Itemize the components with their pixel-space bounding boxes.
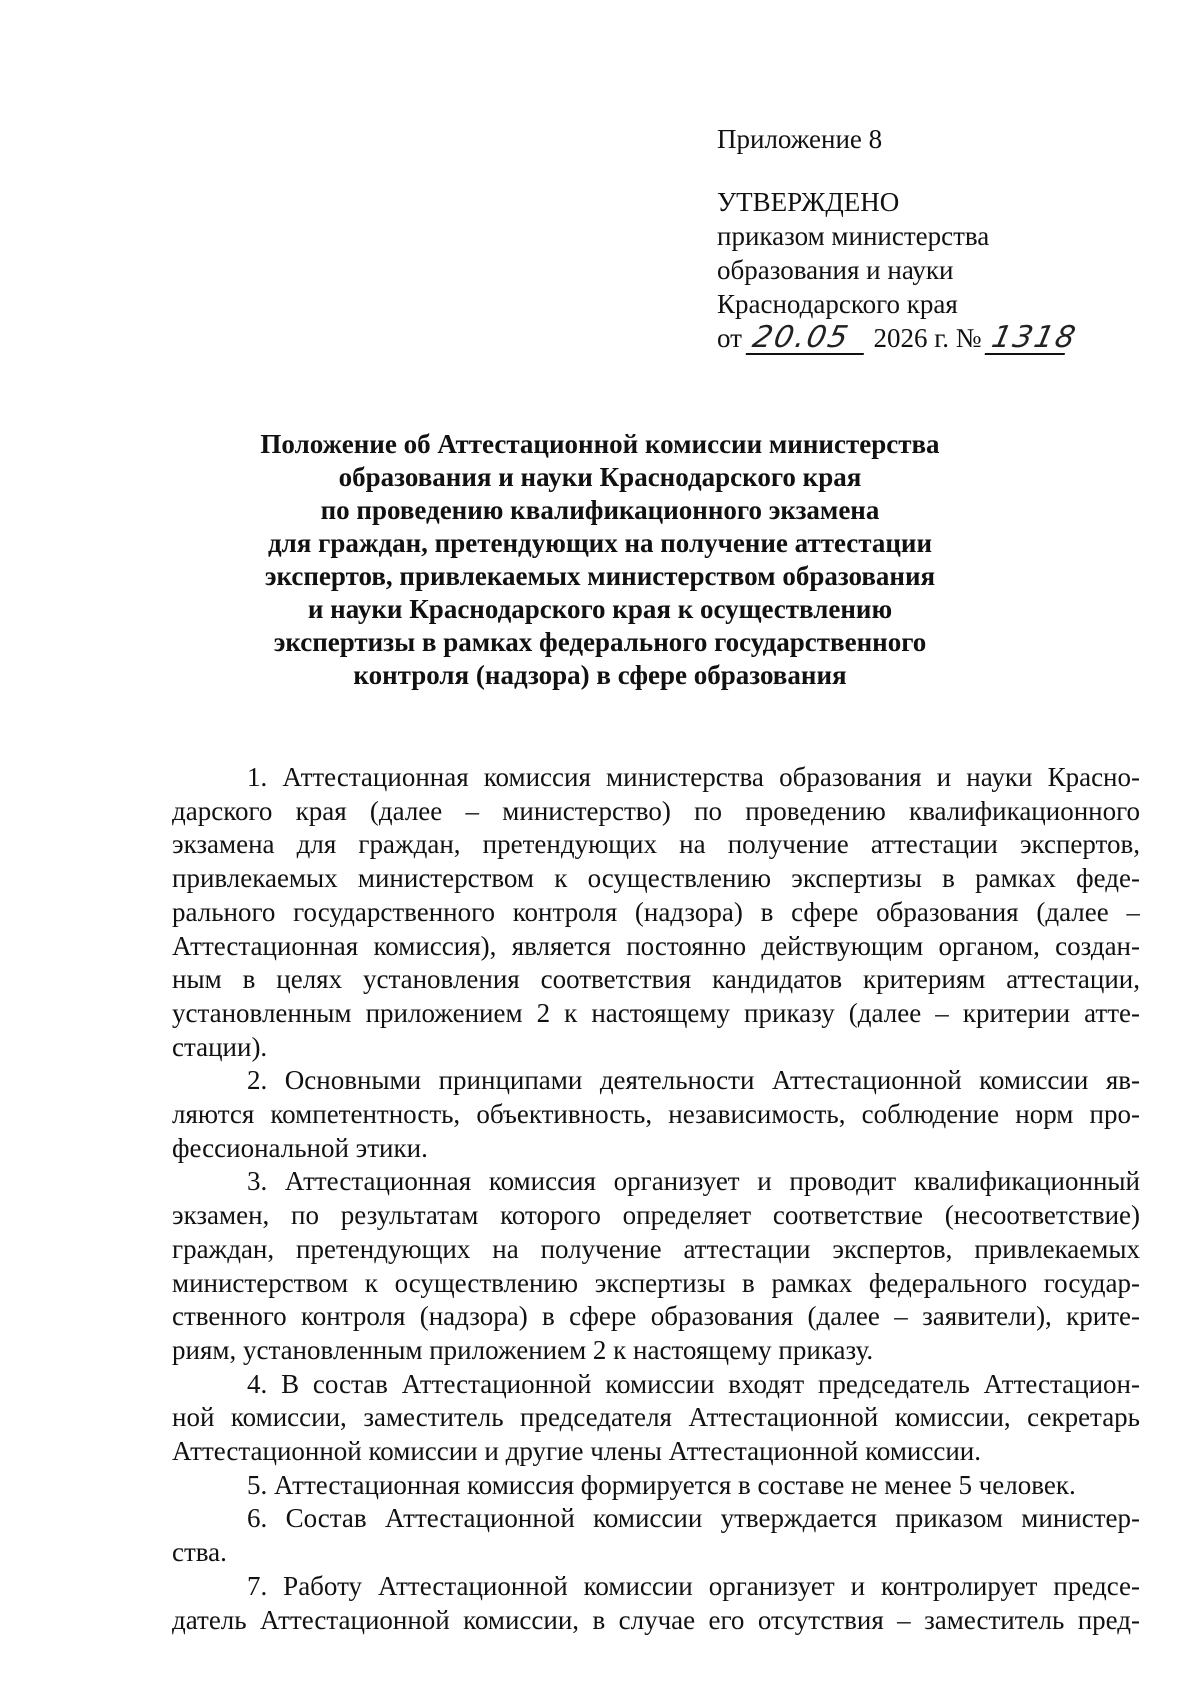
paragraph-line: ным в целях установления соответствия кандидатов критериям аттестации, [172, 964, 1140, 995]
paragraph-line: датель Аттестационной комиссии, в случае его отсутствия – заместитель пред- [172, 1604, 1140, 1635]
paragraph-2 [172, 1064, 1140, 1165]
title-line: и науки Краснодарского края к осуществлению [307, 594, 893, 624]
title-line: Положение об Аттестационной комиссии министерства [260, 429, 940, 459]
paragraph-line: ляются компетентность, объективность, независимость, соблюдение норм про- [172, 1099, 1140, 1130]
paragraph-line: дарского края (далее – министерство) по проведению квалификационного [172, 795, 1140, 826]
paragraph-line: экзамена для граждан, претендующих на получение аттестации экспертов, [172, 829, 1140, 860]
paragraph-line: привлекаемых министерством к осуществлению экспертизы в рамках феде- [172, 863, 1140, 894]
document-title [180, 428, 1020, 692]
paragraph-line: граждан, претендующих на получение аттестации экспертов, привлекаемых [172, 1233, 1140, 1264]
document-body [172, 761, 1140, 1637]
paragraph-line: Аттестационной комиссии и другие члены Аттестационной комиссии. [172, 1436, 981, 1467]
title-line: для граждан, претендующих на получение аттестации [267, 528, 933, 558]
title-line: экспертов, привлекаемых министерством образования [264, 561, 936, 591]
title-line: экспертизы в рамках федерального государственного [273, 627, 927, 657]
paragraph-6 [172, 1502, 1140, 1569]
paragraph-7 [172, 1570, 1140, 1637]
approved-stamp-text: УТВЕРЖДЕНО [717, 187, 900, 217]
paragraph-line: фессиональной этики. [172, 1132, 428, 1163]
paragraph-line: ственного контроля (надзора) в сфере образования (далее – заявители), крите- [172, 1301, 1140, 1332]
paragraph-5 [172, 1469, 1140, 1503]
approval-block [717, 122, 1137, 355]
paragraph-line: ства. [172, 1537, 227, 1568]
order-year: 2026 г. № [873, 323, 982, 353]
paragraph-line: 3. Аттестационная комиссия организует и проводит квалификационный [247, 1166, 1140, 1197]
paragraph-line: министерством к осуществлению экспертизы в рамках федерального государ- [172, 1267, 1140, 1298]
handwritten-date: 20.05 [745, 323, 870, 355]
paragraph-line: 2. Основными принципами деятельности Аттестационной комиссии яв- [247, 1065, 1140, 1096]
paragraph-line: Аттестационная комиссия), является постоянно действующим органом, создан- [172, 930, 1140, 961]
order-date-line [717, 321, 1137, 355]
order-line: приказом министерства [717, 221, 990, 251]
paragraph-line: 5. Аттестационная комиссия формируется в составе не менее 5 человек. [247, 1469, 1076, 1500]
title-line: контроля (надзора) в сфере образования [353, 660, 847, 690]
paragraph-4 [172, 1368, 1140, 1469]
paragraph-3 [172, 1165, 1140, 1367]
paragraph-line: рального государственного контроля (надзора) в сфере образования (далее – [172, 896, 1140, 927]
paragraph-line: ной комиссии, заместитель председателя Аттестационной комиссии, секретарь [172, 1402, 1140, 1433]
handwritten-order-number: 1318 [985, 323, 1072, 355]
paragraph-line: 4. В состав Аттестационной комиссии входят председатель Аттестацион- [247, 1368, 1140, 1399]
paragraph-1 [172, 761, 1140, 1064]
paragraph-line: стации). [172, 1031, 268, 1062]
date-prefix: от [717, 323, 742, 353]
paragraph-line: 7. Работу Аттестационной комиссии организует и контролирует предсе- [247, 1570, 1140, 1601]
paragraph-line: экзамен, по результатам которого определяет соответствие (несоответствие) [172, 1200, 1140, 1231]
order-line: Краснодарского края [717, 289, 958, 319]
appendix-label: Приложение 8 [717, 124, 883, 154]
paragraph-line: риям, установленным приложением 2 к настоящему приказу. [172, 1334, 874, 1365]
paragraph-line: 1. Аттестационная комиссия министерства образования и науки Красно- [247, 762, 1140, 792]
title-line: образования и науки Краснодарского края [338, 462, 862, 492]
title-line: по проведению квалификационного экзамена [320, 495, 880, 525]
paragraph-line: 6. Состав Аттестационной комиссии утверждается приказом министер- [247, 1503, 1140, 1534]
paragraph-line: установленным приложением 2 к настоящему приказу (далее – критерии атте- [172, 997, 1140, 1028]
order-line: образования и науки [717, 255, 954, 285]
